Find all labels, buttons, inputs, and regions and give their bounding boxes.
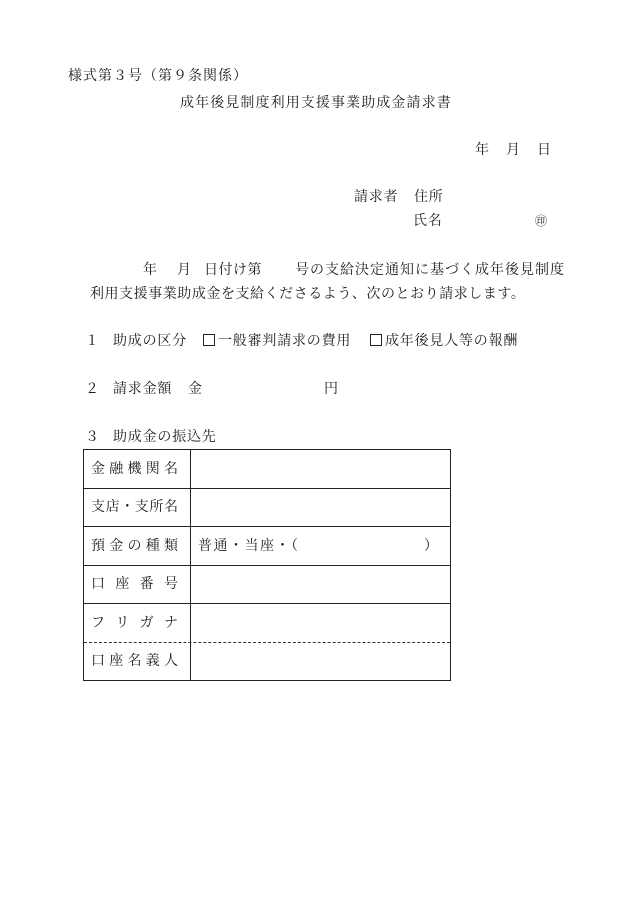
table-row-account-number bbox=[84, 566, 450, 605]
section-label: 助成金の振込先 bbox=[113, 429, 217, 445]
date-day-label: 日 bbox=[537, 142, 552, 158]
form-number: 様式第３号（第９条関係） bbox=[68, 68, 248, 84]
row-label-cell bbox=[84, 643, 191, 681]
financial-institution-label bbox=[91, 460, 178, 478]
label-char: 類 bbox=[164, 537, 178, 554]
branch-value bbox=[191, 489, 450, 527]
label-char: 店 bbox=[105, 499, 120, 516]
checkbox-icon bbox=[203, 334, 215, 346]
label-char: ガ bbox=[139, 614, 154, 631]
statement-body: 号の支給決定通知に基づく成年後見制度 bbox=[295, 262, 565, 278]
account-type-value bbox=[191, 527, 450, 565]
section-number: １ bbox=[85, 333, 100, 349]
statement-month-label: 月 bbox=[177, 262, 192, 278]
account-type-label bbox=[91, 537, 178, 555]
statement-continuation: 利用支援事業助成金を支給くださるよう、次のとおり請求します。 bbox=[90, 286, 526, 302]
address-label: 住所 bbox=[414, 189, 444, 205]
label-char: 座 bbox=[115, 576, 130, 593]
label-char: 人 bbox=[164, 653, 178, 670]
row-label-cell bbox=[84, 604, 191, 642]
label-char: 義 bbox=[145, 653, 160, 670]
label-char: 機 bbox=[127, 460, 142, 477]
branch-label bbox=[91, 498, 178, 516]
label-char: 座 bbox=[109, 653, 124, 670]
label-char: 種 bbox=[145, 537, 160, 554]
label-char: 支 bbox=[134, 499, 149, 516]
label-char: 融 bbox=[109, 460, 124, 477]
account-holder-label bbox=[91, 652, 178, 670]
bank-transfer-table bbox=[83, 449, 451, 681]
statement-day-number-label: 日付け第 bbox=[204, 262, 262, 278]
form-title: 成年後見制度利用支援事業助成金請求書 bbox=[180, 95, 452, 111]
label-char: 所 bbox=[149, 499, 164, 516]
date-month-label: 月 bbox=[506, 142, 521, 158]
label-char: 名 bbox=[164, 460, 178, 477]
table-row-account-type bbox=[84, 527, 450, 566]
row-label-cell bbox=[84, 450, 191, 488]
label-char: 名 bbox=[163, 499, 178, 516]
label-char: 名 bbox=[127, 653, 142, 670]
table-row-furigana bbox=[84, 604, 450, 643]
amount-prefix: 金 bbox=[188, 381, 203, 397]
section-number: ３ bbox=[85, 429, 100, 445]
name-label: 氏名 bbox=[413, 213, 443, 229]
table-row-account-holder bbox=[84, 643, 450, 681]
account-type-closing-paren: ） bbox=[424, 537, 438, 554]
statement-year-label: 年 bbox=[143, 262, 158, 278]
account-holder-value bbox=[191, 643, 450, 681]
label-char: 金 bbox=[91, 460, 105, 477]
row-label-cell bbox=[84, 566, 191, 604]
label-char: 番 bbox=[139, 576, 154, 593]
date-year-label: 年 bbox=[475, 142, 490, 158]
label-char: フ bbox=[91, 614, 105, 631]
checkbox-icon bbox=[370, 334, 382, 346]
account-number-value bbox=[191, 566, 450, 604]
label-char: リ bbox=[115, 614, 130, 631]
label-char: 関 bbox=[145, 460, 160, 477]
label-char: 口 bbox=[91, 576, 105, 593]
label-char: 金 bbox=[109, 537, 124, 554]
amount-unit: 円 bbox=[324, 381, 339, 397]
financial-institution-value bbox=[191, 450, 450, 488]
label-char: ナ bbox=[163, 614, 178, 631]
furigana-value bbox=[191, 604, 450, 642]
account-type-options: 普通・当座・（ bbox=[198, 537, 300, 554]
table-row-financial-institution bbox=[84, 450, 450, 489]
option-guardian-fee bbox=[370, 332, 518, 350]
furigana-label bbox=[91, 614, 178, 632]
option-label: 一般審判請求の費用 bbox=[218, 333, 352, 349]
section-label: 請求金額 bbox=[113, 381, 173, 397]
label-char: ・ bbox=[120, 499, 135, 516]
option-general-adjudication bbox=[203, 332, 351, 350]
row-label-cell bbox=[84, 489, 191, 527]
label-char: 号 bbox=[163, 576, 178, 593]
label-char: 支 bbox=[91, 499, 105, 516]
label-char: の bbox=[127, 537, 142, 554]
applicant-label: 請求者 bbox=[354, 189, 399, 205]
row-label-cell bbox=[84, 527, 191, 565]
seal-icon: ㊞ bbox=[535, 214, 548, 228]
section-label: 助成の区分 bbox=[113, 333, 187, 349]
label-char: 預 bbox=[91, 537, 105, 554]
table-row-branch bbox=[84, 489, 450, 528]
section-number: ２ bbox=[85, 381, 100, 397]
label-char: 口 bbox=[91, 653, 105, 670]
option-label: 成年後見人等の報酬 bbox=[385, 333, 519, 349]
account-number-label bbox=[91, 575, 178, 593]
